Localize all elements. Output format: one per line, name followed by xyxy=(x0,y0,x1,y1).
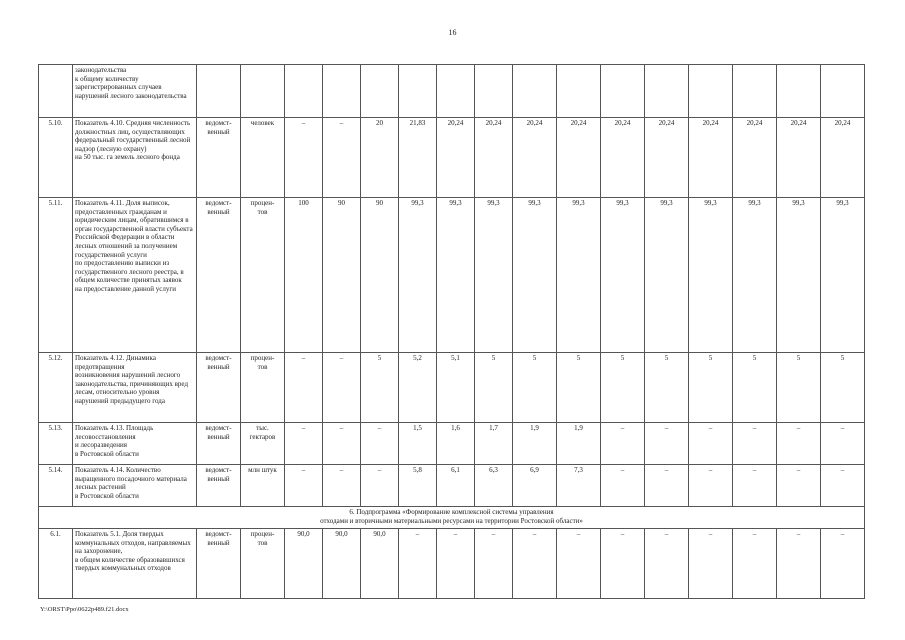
table-row xyxy=(39,198,865,353)
value-cell: 90 xyxy=(323,198,361,353)
table-row xyxy=(39,423,865,465)
value-cell: 20,24 xyxy=(437,118,475,198)
value-cell: 5,8 xyxy=(399,465,437,507)
value-cell: 20,24 xyxy=(557,118,601,198)
value-cell: 99,3 xyxy=(821,198,865,353)
value-cell: 99,3 xyxy=(689,198,733,353)
value-cell: – xyxy=(323,423,361,465)
value-cell: 20,24 xyxy=(645,118,689,198)
value-cell: – xyxy=(323,118,361,198)
value-cell: 5 xyxy=(557,353,601,423)
value-cell: – xyxy=(645,465,689,507)
value-cell: – xyxy=(285,423,323,465)
value-cell: 99,3 xyxy=(601,198,645,353)
value-cell: 90,0 xyxy=(323,529,361,599)
value-cell: 90,0 xyxy=(285,529,323,599)
value-cell: – xyxy=(645,529,689,599)
indicator-type: ведомст- венный xyxy=(197,423,241,465)
value-cell: – xyxy=(689,465,733,507)
value-cell: 90,0 xyxy=(361,529,399,599)
value-cell: 99,3 xyxy=(513,198,557,353)
unit-cell: процен- тов xyxy=(241,353,285,423)
value-cell: 1,9 xyxy=(557,423,601,465)
value-cell: 99,3 xyxy=(437,198,475,353)
value-cell: – xyxy=(645,423,689,465)
indicator-type: ведомст- венный xyxy=(197,353,241,423)
table-row xyxy=(39,353,865,423)
value-cell: 5 xyxy=(513,353,557,423)
value-cell: 20,24 xyxy=(821,118,865,198)
indicator-cell: законодательства к общему количеству зарегистрированных случаев нарушений лесного законодательства xyxy=(73,65,197,118)
value-cell: – xyxy=(437,529,475,599)
value-cell: – xyxy=(285,118,323,198)
page-number: 16 xyxy=(448,28,457,37)
value-cell: 1,5 xyxy=(399,423,437,465)
value-cell: 99,3 xyxy=(557,198,601,353)
value-cell: 99,3 xyxy=(645,198,689,353)
value-cell: – xyxy=(601,465,645,507)
file-path-footer: Y:\ORST\Ppo\0622p489.f21.docx xyxy=(40,606,129,613)
value-cell: – xyxy=(733,423,777,465)
row-number: 5.13. xyxy=(39,423,73,465)
indicator-type: ведомст- венный xyxy=(197,465,241,507)
indicator-cell: Показатель 4.12. Динамика предотвращения возникновения нарушений лесного законодательства, причиняющих вред лесам, относительно уровня нарушений предыдущего года xyxy=(73,353,197,423)
value-cell: 1,9 xyxy=(513,423,557,465)
value-cell: 99,3 xyxy=(777,198,821,353)
table-row xyxy=(39,465,865,507)
value-cell: – xyxy=(361,423,399,465)
value-cell: – xyxy=(323,465,361,507)
table-row xyxy=(39,118,865,198)
value-cell: 5 xyxy=(733,353,777,423)
value-cell: 1,7 xyxy=(475,423,513,465)
value-cell: – xyxy=(601,423,645,465)
unit-cell: человек xyxy=(241,118,285,198)
unit-cell: процен- тов xyxy=(241,529,285,599)
value-cell: 20,24 xyxy=(689,118,733,198)
value-cell: 6,9 xyxy=(513,465,557,507)
indicator-cell: Показатель 4.13. Площадь лесовосстановления и лесоразведения в Ростовской области xyxy=(73,423,197,465)
section-header-row xyxy=(39,507,865,529)
value-cell: – xyxy=(557,529,601,599)
unit-cell: процен- тов xyxy=(241,198,285,353)
value-cell: 20,24 xyxy=(475,118,513,198)
value-cell: 99,3 xyxy=(399,198,437,353)
value-cell: – xyxy=(777,465,821,507)
value-cell: – xyxy=(733,465,777,507)
value-cell: 5 xyxy=(821,353,865,423)
value-cell: 6,3 xyxy=(475,465,513,507)
value-cell: 5 xyxy=(689,353,733,423)
table-row-continued xyxy=(39,65,865,118)
indicator-type: ведомст- венный xyxy=(197,118,241,198)
value-cell: – xyxy=(513,529,557,599)
indicator-type: ведомст- венный xyxy=(197,529,241,599)
indicator-cell: Показатель 5.1. Доля твердых коммунальных отходов, направляемых на захоронение, в общем количестве образовавшихся твердых коммунальных отходов xyxy=(73,529,197,599)
value-cell: 20,24 xyxy=(513,118,557,198)
indicator-cell: Показатель 4.10. Средняя численность должностных лиц, осуществляющих федеральный государственный лесной надзор (лесную охрану) на 50 тыс. га земель лесного фонда xyxy=(73,118,197,198)
indicators-table xyxy=(38,64,865,599)
value-cell: 20,24 xyxy=(601,118,645,198)
value-cell: – xyxy=(285,353,323,423)
table-row xyxy=(39,529,865,599)
value-cell: – xyxy=(399,529,437,599)
row-number: 5.14. xyxy=(39,465,73,507)
value-cell: 90 xyxy=(361,198,399,353)
value-cell: – xyxy=(777,529,821,599)
value-cell: 5 xyxy=(601,353,645,423)
indicator-cell: Показатель 4.14. Количество выращенного посадочного материала лесных растений в Ростовской области xyxy=(73,465,197,507)
value-cell: – xyxy=(821,465,865,507)
value-cell: 21,83 xyxy=(399,118,437,198)
value-cell: 20 xyxy=(361,118,399,198)
value-cell: 5 xyxy=(645,353,689,423)
value-cell: – xyxy=(689,423,733,465)
value-cell: 6,1 xyxy=(437,465,475,507)
value-cell: – xyxy=(689,529,733,599)
value-cell: 5,1 xyxy=(437,353,475,423)
row-number: 5.12. xyxy=(39,353,73,423)
value-cell: – xyxy=(285,465,323,507)
unit-cell: тыс. гектаров xyxy=(241,423,285,465)
value-cell: – xyxy=(601,529,645,599)
value-cell: 100 xyxy=(285,198,323,353)
value-cell: 99,3 xyxy=(475,198,513,353)
value-cell: 99,3 xyxy=(733,198,777,353)
row-number: 6.1. xyxy=(39,529,73,599)
value-cell: 1,6 xyxy=(437,423,475,465)
indicator-type: ведомст- венный xyxy=(197,198,241,353)
value-cell: – xyxy=(361,465,399,507)
value-cell: – xyxy=(475,529,513,599)
value-cell: 7,3 xyxy=(557,465,601,507)
row-number: 5.10. xyxy=(39,118,73,198)
indicator-cell: Показатель 4.11. Доля выписок, предоставленных гражданам и юридическим лицам, обратившимся в орган государственной власти субъекта Российской Федерации в области лесных отношений за получением государственной услуги по предоставлению выписки из государственного лесного реестра, в общем количестве принятых заявок на предоставление данной услуги xyxy=(73,198,197,353)
value-cell: – xyxy=(323,353,361,423)
value-cell: – xyxy=(821,529,865,599)
value-cell: – xyxy=(777,423,821,465)
value-cell: 5 xyxy=(361,353,399,423)
value-cell: 20,24 xyxy=(777,118,821,198)
section-title: 6. Подпрограмма «Формирование комплексной системы управления отходами и вторичными материальными ресурсами на территории Ростовской области» xyxy=(39,507,865,529)
value-cell: – xyxy=(733,529,777,599)
value-cell: 5 xyxy=(777,353,821,423)
value-cell: 5,2 xyxy=(399,353,437,423)
value-cell: 5 xyxy=(475,353,513,423)
unit-cell: млн штук xyxy=(241,465,285,507)
value-cell: 20,24 xyxy=(733,118,777,198)
row-number: 5.11. xyxy=(39,198,73,353)
value-cell: – xyxy=(821,423,865,465)
